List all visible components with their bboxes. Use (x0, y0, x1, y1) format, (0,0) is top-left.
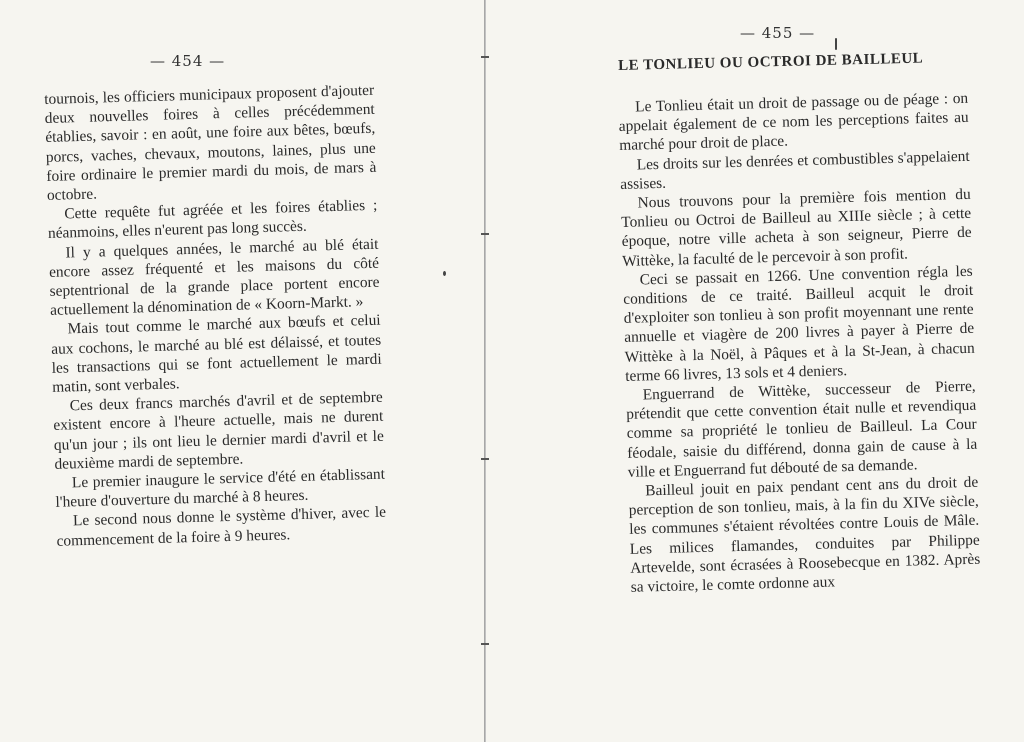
gutter-stitch (481, 56, 489, 58)
left-paragraph-4: Mais tout comme le marché aux bœufs et celui aux cochons, le marché au blé est délaissé, et toutes les transactions qui se font actuellement le mardi matin, sont verbales. (50, 312, 382, 396)
right-page (522, 0, 1024, 742)
gutter-stitch (481, 458, 489, 460)
left-page (0, 0, 478, 742)
left-page-text (44, 81, 387, 551)
right-page-text (618, 89, 981, 597)
right-page-number: — 455 — (740, 24, 816, 42)
left-paragraph-6: Le premier inaugure le service d'été en établissant l'heure d'ouverture du marché à 8 heures. (55, 465, 386, 512)
gutter-stitch (481, 233, 489, 235)
left-paragraph-2: Cette requête fut agréée et les foires établies ; néanmoins, elles n'eurent pas long succès. (47, 196, 378, 243)
paper-speck (443, 271, 446, 276)
chapter-title: LE TONLIEU OU OCTROI DE BAILLEUL (618, 50, 924, 74)
right-paragraph-4: Ceci se passait en 1266. Une convention régla les conditions de ce traité. Bailleul acquit le droit d'exploiter son tonlieu à son profit moyennant une rente annuelle et viagère de 200 livres à payer à Pierre de Wittèke à la Noël, à Pâques et à la St-Jean, à chacun terme 66 livres, 13 sols et 4 deniers. (623, 262, 975, 385)
gutter-stitch (481, 643, 489, 645)
left-paragraph-5: Ces deux francs marchés d'avril et de septembre existent encore à l'heure actuelle, mais ne durent qu'un jour ; ils ont lieu le dernier mardi d'avril et le deuxième mardi de septembre. (53, 388, 385, 473)
left-paragraph-1: tournois, les officiers municipaux proposent d'ajouter deux nouvelles foires à celles précédemment établies, savoir : en août, une foire aux bêtes, bœufs, porcs, vaches, chevaux, moutons, laines, plus une foire ordinaire le premier mardi du mois, de mars à octobre. (44, 81, 377, 204)
book-gutter (484, 0, 486, 742)
right-paragraph-6: Bailleul jouit en paix pendant cent ans du droit de perception de son tonlieu, mais, à la fin du XIVe siècle, les communes s'étaient révoltées contre Louis de Mâle. Les milices flamandes, conduites par Philippe Artevelde, sont écrasées à Roosebecque en 1382. Après sa victoire, le comte ordonne aux (628, 473, 981, 596)
right-paragraph-2: Les droits sur les denrées et combustibles s'appelaient assises. (620, 147, 970, 193)
left-paragraph-7: Le second nous donne le système d'hiver, avec le commencement de la foire à 9 heures. (56, 504, 387, 550)
right-paragraph-5: Enguerrand de Wittèke, successeur de Pierre, prétendit que cette convention était nulle et revendiqua comme sa propriété le tonlieu de Bailleul. La Cour féodale, saisie du différend, donna gain de cause à la ville et Enguerrand fut débouté de sa demande. (626, 377, 978, 481)
left-page-number: — 454 — (150, 52, 226, 70)
right-paragraph-3: Nous trouvons pour la première fois mention du Tonlieu ou Octroi de Bailleul au XIIIe siècle ; à cette époque, notre ville acheta à son seigneur, Pierre de Wittèke, la faculté de le percevoir à son profit. (621, 185, 972, 270)
left-paragraph-3: Il y a quelques années, le marché au blé était encore assez fréquenté et les maisons du côté septentrional de la grande place portent encore actuellement la dénomination de « Koorn-Markt. » (48, 235, 380, 320)
right-paragraph-1: Le Tonlieu était un droit de passage ou de péage : on appelait également de ce nom les perceptions faites au marché pour droit de place. (618, 89, 969, 155)
